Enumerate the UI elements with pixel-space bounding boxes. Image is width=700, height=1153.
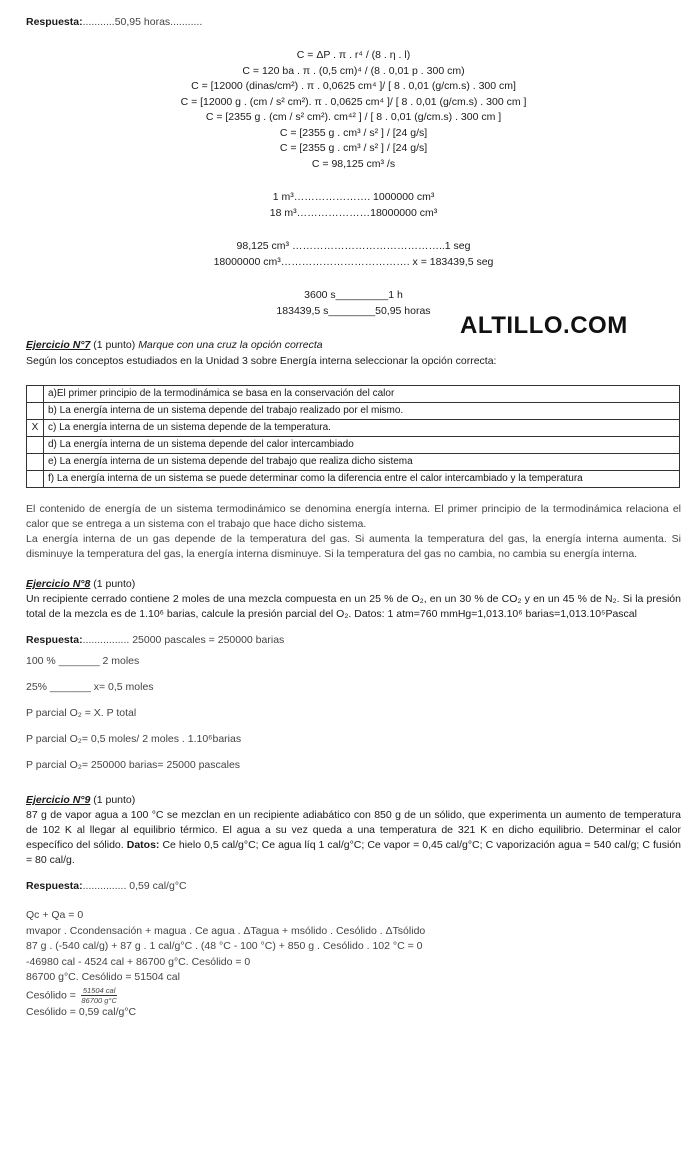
option-mark bbox=[27, 403, 44, 420]
option-text: a)El primer principio de la termodinámica se basa en la conservación del calor bbox=[44, 386, 680, 403]
calc-line: C = [12000 g . (cm / s² cm²). π . 0,0625 cm⁴ ]/ [ 8 . 0,01 (g/cm.s) . 300 cm ] bbox=[180, 95, 527, 108]
rate-line: 98,125 cm³ ……………………………………..1 seg bbox=[236, 240, 471, 252]
work-line: P parcial O₂ = X. P total bbox=[26, 707, 137, 719]
fraction-line bbox=[26, 986, 681, 1005]
document-page bbox=[26, 14, 681, 1020]
rate-line: 18000000 cm³………………………………. x = 183439,5 seg bbox=[213, 255, 494, 268]
work-line: P parcial O₂= 0,5 moles/ 2 moles . 1.10⁶barias bbox=[26, 733, 242, 745]
option-text: d) La energía interna de un sistema depende del calor intercambiado bbox=[44, 437, 680, 454]
option-row[interactable] bbox=[27, 386, 680, 403]
option-row[interactable] bbox=[27, 437, 680, 454]
calc-line: C = 98,125 cm³ /s bbox=[311, 157, 396, 170]
ex6-rate bbox=[26, 239, 681, 270]
calc-line: C = 120 ba . π . (0,5 cm)⁴ / (8 . 0,01 p . 300 cm) bbox=[242, 64, 465, 77]
ex7-explanation-1: El contenido de energía de un sistema termodinámico se denomina energía interna. El primer principio de la termodinámica relaciona el calor que se entrega a un sistema con el trabajo que hace dicho sistema. bbox=[26, 503, 681, 530]
work-line: -46980 cal - 4524 cal + 86700 g°C. Cesólido = 0 bbox=[26, 955, 251, 968]
option-row[interactable] bbox=[27, 471, 680, 488]
work-line: 25% _______ x= 0,5 moles bbox=[26, 681, 154, 693]
answer-value: ................ 25000 pascales = 250000 barias bbox=[82, 634, 285, 646]
ex9-statement bbox=[26, 808, 681, 868]
fraction bbox=[81, 986, 118, 1005]
option-text: e) La energía interna de un sistema depende del trabajo que realiza dicho sistema bbox=[44, 454, 680, 471]
work-line: 86700 g°C. Cesólido = 51504 cal bbox=[26, 971, 180, 983]
ex9-answer bbox=[26, 878, 681, 894]
ex8-heading bbox=[26, 576, 681, 592]
time-line: 3600 s_________1 h bbox=[304, 289, 403, 301]
answer-value: ............... 0,59 cal/g°C bbox=[82, 880, 187, 892]
option-text: f) La energía interna de un sistema se puede determinar como la diferencia entre el calor intercambiado y la temperatura bbox=[44, 471, 680, 488]
option-text: b) La energía interna de un sistema depende del trabajo realizado por el mismo. bbox=[44, 403, 680, 420]
calc-line: C = [2355 g . cm³ / s² ] / [24 g/s] bbox=[279, 126, 428, 139]
fraction-denominator: 86700 g°C bbox=[81, 995, 117, 1005]
work-line: 87 g . (-540 cal/g) + 87 g . 1 cal/g°C . (48 °C - 100 °C) + 850 g . Cesólido . 102 °C = 0 bbox=[26, 940, 423, 952]
calc-line: C = ΔP . π . r⁴ / (8 . η . l) bbox=[296, 49, 411, 61]
calc-line: C = [12000 (dinas/cm²) . π . 0,0625 cm⁴ ]/ [ 8 . 0,01 (g/cm.s) . 300 cm] bbox=[191, 80, 516, 92]
ex6-calculation bbox=[26, 48, 681, 172]
answer-label: Respuesta: bbox=[26, 16, 83, 28]
ex9-statement-text: 87 g de vapor agua a 100 °C se mezclan en un recipiente adiabático con 850 g de un sólido, que experimenta un aumento de temperatura de 102 K al llegar al equilibrio térmico. El agua a su vez queda a una temperatura de 321 K en dicho equilibrio. Determinar el calor específico del sólido. bbox=[26, 809, 681, 851]
option-mark bbox=[27, 454, 44, 471]
ex9-points: (1 punto) bbox=[93, 794, 136, 806]
options-table bbox=[26, 385, 680, 488]
ex9-title: Ejercicio N°9 bbox=[26, 794, 91, 806]
time-line: 183439,5 s________50,95 horas bbox=[276, 304, 431, 317]
work-line: Qc + Qa = 0 bbox=[26, 909, 84, 921]
option-row[interactable] bbox=[27, 403, 680, 420]
ex8-statement: Un recipiente cerrado contiene 2 moles de una mezcla compuesta en un 25 % de O₂, en un 30 % de CO₂ y en un 45 % de N₂. Si la presión total de la mezcla es de 1.10⁶ barias, calcule la presión parcial del O₂. Datos: 1 atm=760 mmHg=1,013.10⁶ barias=1,013.10⁵Pascal bbox=[26, 593, 681, 620]
conv-line: 18 m³…………………18000000 cm³ bbox=[269, 206, 438, 219]
ex7-instruction: Marque con una cruz la opción correcta bbox=[138, 339, 323, 351]
option-mark bbox=[27, 437, 44, 454]
calc-line: C = [2355 g . cm³ / s² ] / [24 g/s] bbox=[279, 142, 428, 154]
conv-line: 1 m³…………………. 1000000 cm³ bbox=[272, 191, 435, 203]
ex8-work bbox=[26, 648, 681, 778]
work-line: 100 % _______ 2 moles bbox=[26, 655, 140, 667]
answer-label: Respuesta: bbox=[26, 634, 83, 646]
site-watermark: ALTILLO.COM bbox=[460, 312, 628, 339]
work-line: Cesólido = 0,59 cal/g°C bbox=[26, 1005, 137, 1018]
ex8-title: Ejercicio N°8 bbox=[26, 578, 91, 590]
option-row[interactable] bbox=[27, 420, 680, 437]
ex7-prompt: Según los conceptos estudiados en la Unidad 3 sobre Energía interna seleccionar la opción correcta: bbox=[26, 355, 497, 367]
option-mark: X bbox=[27, 420, 44, 437]
data-text: Ce hielo 0,5 cal/g°C; Ce agua líq 1 cal/g°C; Ce vapor = 0,45 cal/g°C; C vaporización agua = 540 cal/g; C fusión = 80 cal/g. bbox=[26, 839, 681, 866]
work-line: P parcial O₂= 250000 barias= 25000 pascales bbox=[26, 759, 241, 771]
ex6-conversion bbox=[26, 190, 681, 221]
work-line: mvapor . Ccondensación + magua . Ce agua . ΔTagua + msólido . Cesólido . ΔTsólido bbox=[26, 924, 426, 937]
data-label: Datos: bbox=[126, 839, 160, 851]
calc-line: C = [2355 g . (cm / s² cm²). cm⁴² ] / [ 8 . 0,01 (g/cm.s) . 300 cm ] bbox=[205, 111, 502, 123]
option-mark bbox=[27, 471, 44, 488]
ex8-answer bbox=[26, 632, 681, 648]
ex7-explanation-2: La energía interna de un gas depende de la temperatura del gas. Si aumenta la temperatura del gas, la energía interna aumenta. Si disminuye la temperatura del gas, la energía interna disminuye. Si la temperatura del gas no cambia, no cambia su energía interna. bbox=[26, 533, 681, 560]
work-line: Cesólido = bbox=[26, 988, 76, 1001]
fraction-numerator: 51504 cal bbox=[82, 985, 116, 995]
ex9-heading bbox=[26, 792, 681, 808]
option-text: c) La energía interna de un sistema depende de la temperatura. bbox=[44, 420, 680, 437]
ex9-work bbox=[26, 908, 681, 1020]
ex7-points: (1 punto) bbox=[93, 339, 136, 351]
option-mark bbox=[27, 386, 44, 403]
ex8-points: (1 punto) bbox=[93, 578, 136, 590]
answer-label: Respuesta: bbox=[26, 880, 83, 892]
ex6-answer bbox=[26, 14, 681, 30]
ex7-title: Ejercicio N°7 bbox=[26, 339, 91, 351]
answer-value: ...........50,95 horas........... bbox=[82, 16, 203, 28]
option-row[interactable] bbox=[27, 454, 680, 471]
